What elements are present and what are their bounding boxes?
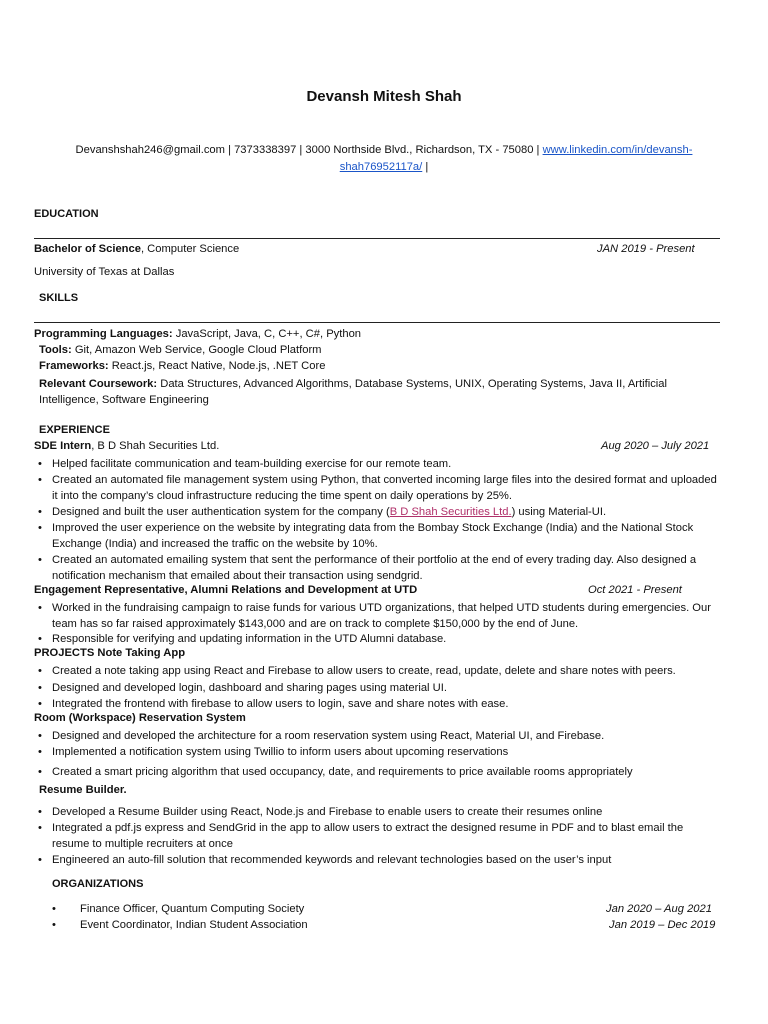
bullet-icon: • <box>38 633 42 645</box>
org-bullet-icon: • <box>52 903 56 915</box>
skill-label: Programming Languages: <box>34 328 173 340</box>
linkedin-link-part1[interactable]: www.linkedin.com/in/devansh- <box>542 144 693 156</box>
bullet-text: Implemented a notification system using Twillio to inform users about upcoming reservations <box>52 746 509 758</box>
job2-title: Engagement Representative, Alumni Relations and Development at UTD <box>34 584 418 596</box>
experience-heading: EXPERIENCE <box>39 424 110 436</box>
bullet-icon: • <box>38 474 42 486</box>
bullet-text: Developed a Resume Builder using React, Node.js and Firebase to enable users to create their resumes online <box>52 806 603 818</box>
bullet-text: Integrated a pdf.js express and SendGrid in the app to allow users to extract the designed resume in PDF and to blast email the resume to multiple recruiters at once <box>52 822 684 850</box>
school-name: University of Texas at Dallas <box>34 266 175 278</box>
bullet-icon: • <box>38 822 42 834</box>
contact-tail: | <box>422 161 429 173</box>
skill-value: Data Structures, Advanced Algorithms, Database Systems, UNIX, Operating Systems, Java II, Artificial Intelligence, Software Engineering <box>39 378 667 406</box>
bullet-text: Designed and developed login, dashboard and sharing pages using material UI. <box>52 682 447 694</box>
list-item <box>38 852 718 868</box>
job2-dates: Oct 2021 - Present <box>588 584 682 596</box>
skills-rule <box>34 322 720 323</box>
bullet-icon: • <box>38 806 42 818</box>
skill-label: Frameworks: <box>39 360 109 372</box>
skill-label: Tools: <box>39 344 72 356</box>
job1-title-line <box>34 440 219 452</box>
degree-name: Bachelor of Science <box>34 243 141 255</box>
bullet-text: Designed and developed the architecture for a room reservation system using React, Material UI, and Firebase. <box>52 730 605 742</box>
skill-frameworks <box>39 360 325 372</box>
job2-title-line <box>34 584 417 596</box>
bullet-text: Created a note taking app using React and Firebase to allow users to create, read, update, delete and share notes with peers. <box>52 665 676 677</box>
list-item <box>38 472 718 504</box>
list-item <box>38 696 718 712</box>
company-link[interactable]: B D Shah Securities Ltd. <box>389 506 512 518</box>
org-bullet-icon: • <box>52 919 56 931</box>
bullet-icon: • <box>38 746 42 758</box>
skills-heading: SKILLS <box>39 292 79 304</box>
project1-title: Note Taking App <box>97 647 186 659</box>
bullet-text: Responsible for verifying and updating information in the UTD Alumni database. <box>52 633 447 645</box>
contact-line <box>40 142 728 176</box>
education-rule <box>34 238 720 239</box>
list-item <box>38 680 718 696</box>
bullet-text: Worked in the fundraising campaign to raise funds for various UTD organizations, that helped UTD students during emergencies. Our team has so far raised approximately $143,000 and are on track to complete $150,000 by the end of June. <box>52 602 711 630</box>
bullet-text: Created an automated file management system using Python, that converted incoming large files into the desired format and uploaded it into the company’s cloud infrastructure reducing the time spent on daily operations by 25%. <box>52 474 717 502</box>
list-item <box>38 456 718 472</box>
org-role: Event Coordinator, Indian Student Association <box>80 919 308 931</box>
bullet-icon: • <box>38 602 42 614</box>
bullet-icon: • <box>38 766 42 778</box>
skill-tools <box>39 344 322 356</box>
bullet-icon: • <box>38 730 42 742</box>
list-item <box>38 820 718 852</box>
list-item <box>38 631 718 647</box>
list-item <box>38 663 718 679</box>
org-dates: Jan 2020 – Aug 2021 <box>606 903 712 915</box>
bullet-icon: • <box>38 854 42 866</box>
bullet-text: Integrated the frontend with firebase to allow users to login, save and share notes with ease. <box>52 698 509 710</box>
bullet-text: Engineered an auto-fill solution that recommended keywords and relevant technologies based on the user’s input <box>52 854 612 866</box>
bullet-icon: • <box>38 522 42 534</box>
skill-value: React.js, React Native, Node.js, .NET Core <box>108 360 326 372</box>
skill-label: Relevant Coursework: <box>39 378 158 390</box>
list-item <box>38 744 718 760</box>
skill-coursework <box>39 376 715 408</box>
list-item <box>38 552 718 584</box>
skill-value: Git, Amazon Web Service, Google Cloud Platform <box>71 344 322 356</box>
job1-company: , B D Shah Securities Ltd. <box>91 440 220 452</box>
bullet-icon: • <box>38 554 42 566</box>
org-dates: Jan 2019 – Dec 2019 <box>609 919 716 931</box>
list-item <box>38 764 718 780</box>
org-role: Finance Officer, Quantum Computing Society <box>80 903 305 915</box>
degree-field: , Computer Science <box>140 243 240 255</box>
projects-line <box>34 647 185 659</box>
education-heading: EDUCATION <box>34 208 99 220</box>
bullet-text-post: ) using Material-UI. <box>511 506 607 518</box>
linkedin-link-part2[interactable]: shah76952117a/ <box>339 161 423 173</box>
job1-title: SDE Intern <box>34 440 92 452</box>
contact-details: Devanshshah246@gmail.com | 7373338397 | 3000 Northside Blvd., Richardson, TX - 75080 | <box>75 144 543 156</box>
project2-title-line <box>34 712 246 724</box>
bullet-text: Improved the user experience on the website by integrating data from the Bombay Stock Exchange (India) and the National Stock Exchange (India) and increased the traffic on the website by 10%. <box>52 522 694 550</box>
job1-dates: Aug 2020 – July 2021 <box>601 440 710 452</box>
organizations-heading: ORGANIZATIONS <box>52 878 144 890</box>
bullet-icon: • <box>38 698 42 710</box>
bullet-text: Helped facilitate communication and team-building exercise for our remote team. <box>52 458 452 470</box>
bullet-text: Created a smart pricing algorithm that used occupancy, date, and requirements to price available rooms appropriately <box>52 766 633 778</box>
list-item <box>38 600 718 632</box>
project3-title-line <box>39 784 127 796</box>
list-item <box>38 804 718 820</box>
education-degree-line <box>34 243 239 255</box>
skill-value: JavaScript, Java, C, C++, C#, Python <box>172 328 362 340</box>
projects-heading: PROJECTS <box>34 647 95 659</box>
list-item <box>38 728 718 744</box>
candidate-name: Devansh Mitesh Shah <box>306 88 462 105</box>
bullet-text <box>52 504 718 520</box>
list-item <box>38 504 718 520</box>
list-item <box>38 520 718 552</box>
project2-title: Room (Workspace) Reservation System <box>34 712 246 724</box>
bullet-icon: • <box>38 682 42 694</box>
bullet-icon: • <box>38 665 42 677</box>
skill-programming-languages <box>34 328 361 340</box>
project3-title: Resume Builder. <box>39 784 127 796</box>
bullet-text-pre: Designed and built the user authentication system for the company ( <box>52 506 390 518</box>
education-dates: JAN 2019 - Present <box>597 243 695 255</box>
bullet-icon: • <box>38 506 42 518</box>
bullet-icon: • <box>38 458 42 470</box>
bullet-text: Created an automated emailing system that sent the performance of their portfolio at the end of every trading day. Also designed a notification mechanism that emailed about their transaction using sendgrid. <box>52 554 697 582</box>
